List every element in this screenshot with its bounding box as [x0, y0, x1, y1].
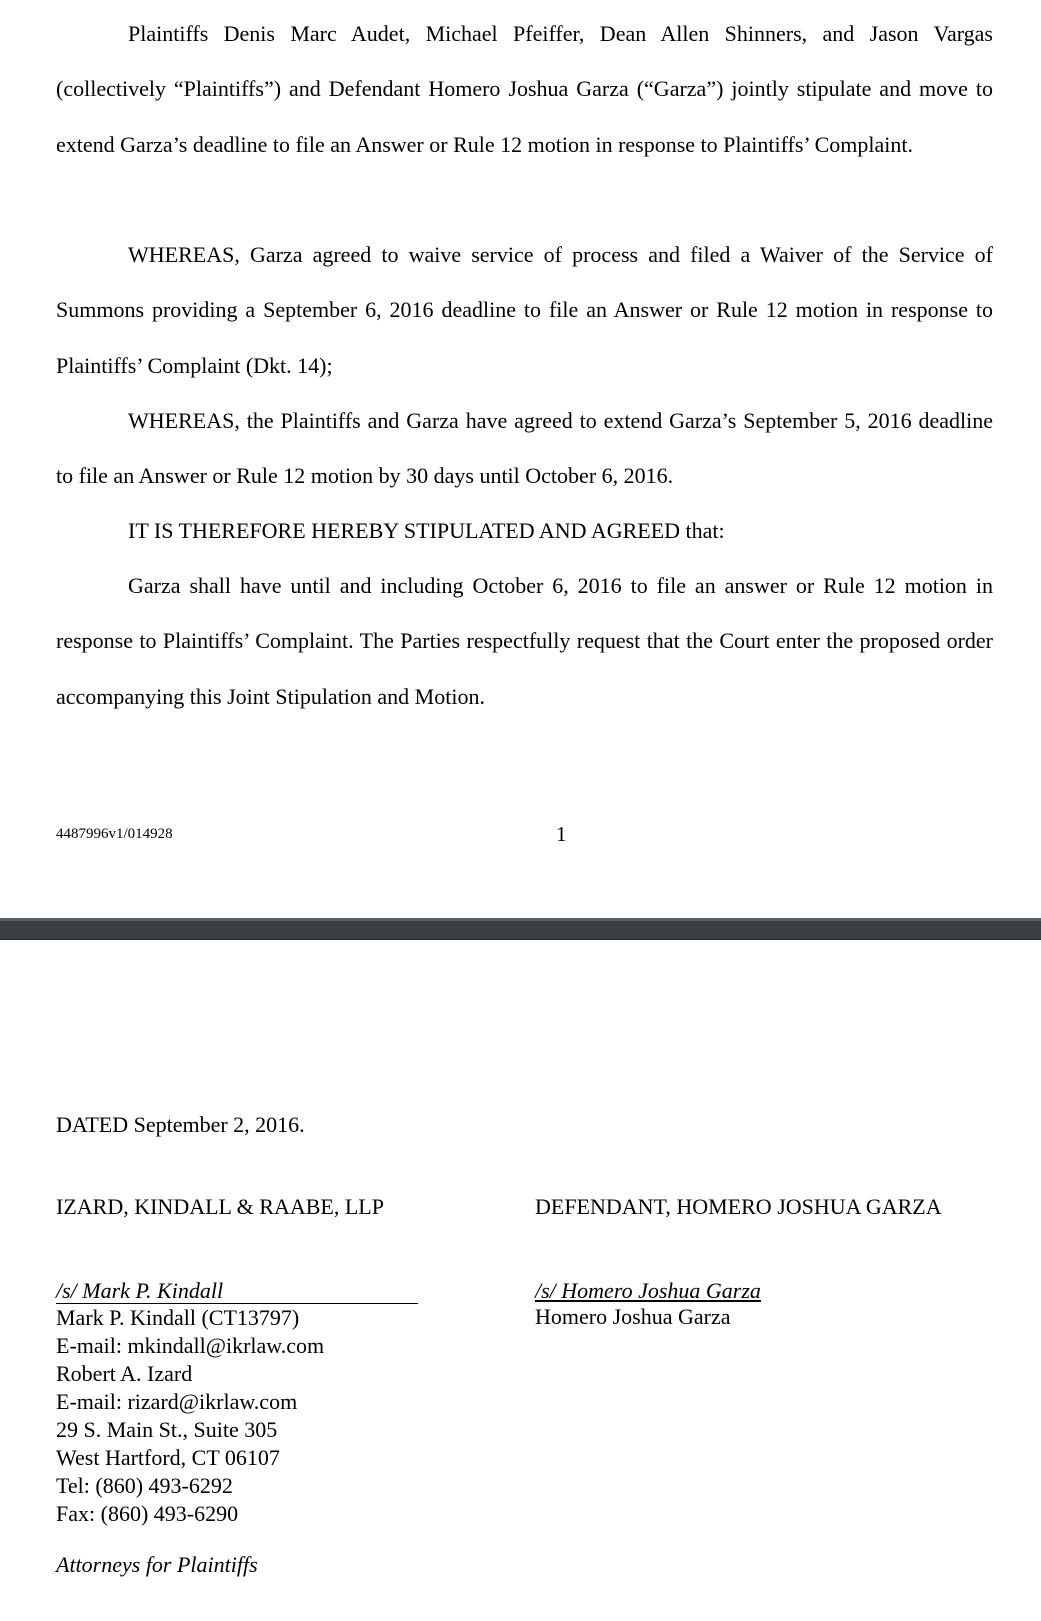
signature-homero-garza: /s/ Homero Joshua Garza: [535, 1278, 761, 1303]
document-page-2: [0, 940, 1041, 1621]
attorney-line: E-mail: mkindall@ikrlaw.com: [56, 1333, 325, 1358]
attorney-line: West Hartford, CT 06107: [56, 1445, 280, 1470]
paragraph-order: Garza shall have until and including October 6, 2016 to file an answer or Rule 12 motion in response to Plaintiffs’ Complaint. The Parties respectfully request that the Court enter the proposed order accompanying this Joint Stipulation and Motion.: [56, 573, 993, 709]
defendant-name: Homero Joshua Garza: [535, 1304, 731, 1329]
attorney-line: Tel: (860) 493-6292: [56, 1473, 233, 1498]
page-separator: [0, 918, 1041, 940]
attorneys-role: Attorneys for Plaintiffs: [56, 1552, 258, 1577]
paragraph-stipulated: IT IS THEREFORE HEREBY STIPULATED AND AGREED that:: [128, 518, 725, 543]
defendant-heading: DEFENDANT, HOMERO JOSHUA GARZA: [535, 1194, 942, 1219]
plaintiffs-signature-block: [56, 1279, 418, 1528]
page-number: 1: [556, 822, 567, 846]
attorney-line: Mark P. Kindall (CT13797): [56, 1305, 300, 1330]
defendant-signature-block: [535, 1279, 761, 1331]
attorney-line: Robert A. Izard: [56, 1361, 193, 1386]
document-id: 4487996v1/014928: [56, 826, 173, 842]
paragraph-intro: Plaintiffs Denis Marc Audet, Michael Pfeiffer, Dean Allen Shinners, and Jason Vargas (collectively “Plaintiffs”) and Defendant Homero Joshua Garza (“Garza”) jointly stipulate and move to extend Garza’s deadline to file an Answer or Rule 12 motion in response to Plaintiffs’ Complaint.: [56, 21, 993, 157]
attorney-line: 29 S. Main St., Suite 305: [56, 1417, 278, 1442]
attorney-line: Fax: (860) 493-6290: [56, 1501, 239, 1526]
dated-line: DATED September 2, 2016.: [56, 1112, 305, 1137]
firm-name: IZARD, KINDALL & RAABE, LLP: [56, 1194, 384, 1219]
paragraph-whereas-waiver: WHEREAS, Garza agreed to waive service of process and filed a Waiver of the Service of Summons providing a September 6, 2016 deadline to file an Answer or Rule 12 motion in response to Plaintiffs’ Complaint (Dkt. 14);: [56, 242, 993, 378]
attorney-line: E-mail: rizard@ikrlaw.com: [56, 1389, 298, 1414]
signature-mark-kindall: /s/ Mark P. Kindall: [56, 1279, 418, 1304]
paragraph-whereas-extend: WHEREAS, the Plaintiffs and Garza have agreed to extend Garza’s September 5, 2016 deadline to file an Answer or Rule 12 motion by 30 days until October 6, 2016.: [56, 408, 993, 489]
